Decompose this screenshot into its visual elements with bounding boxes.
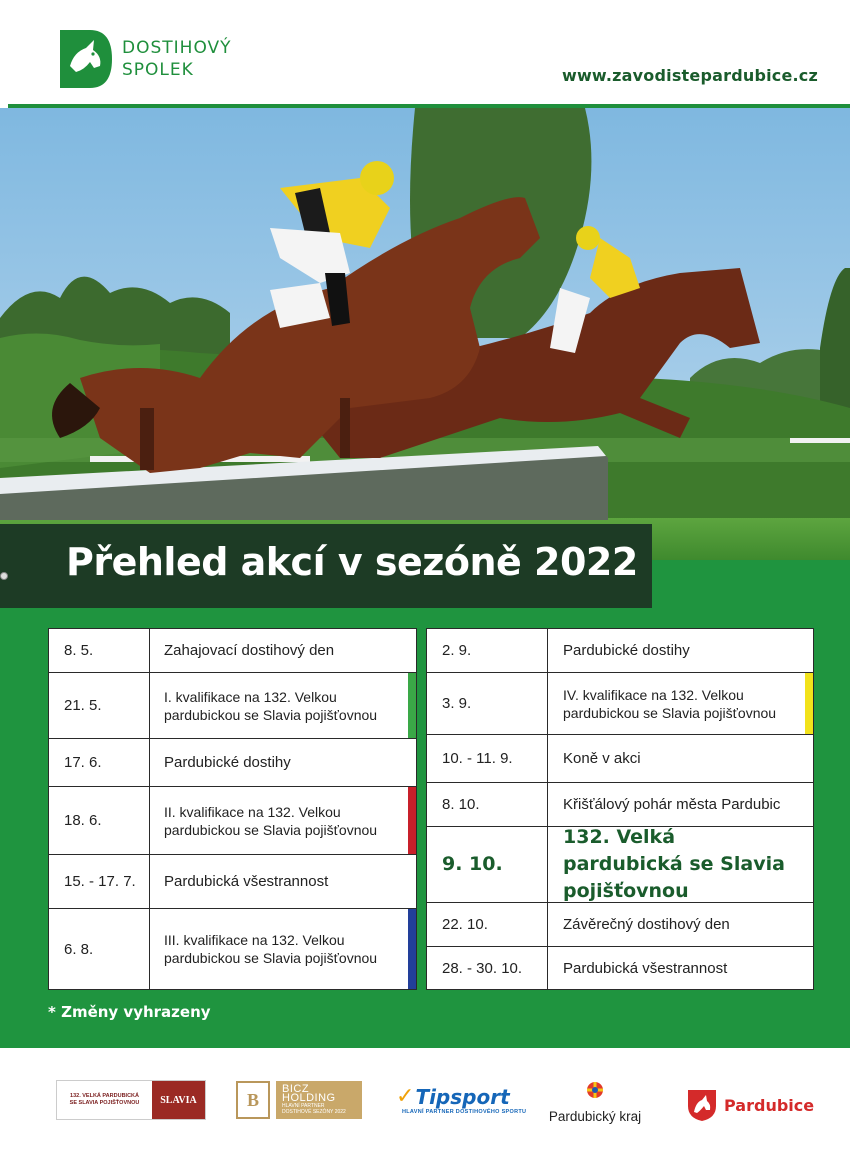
event-date: 10. - 11. 9. [427,735,548,782]
table-row [49,739,416,787]
kraj-emblem-icon [586,1080,604,1100]
event-date: 15. - 17. 7. [49,855,150,908]
table-row [427,673,813,735]
hero-photo [0,108,850,560]
event-name: III. kvalifikace na 132. Velkou pardubickou se Slavia pojišťovnou [164,932,378,966]
event-date: 6. 8. [49,909,150,989]
event-name: Pardubická všestrannost [164,873,329,890]
table-row [49,855,416,909]
bicz-holding-sponsor-logo[interactable] [236,1080,362,1120]
website-link[interactable]: www.zavodistepardubice.cz [561,66,818,85]
schedule-table-left [48,628,417,990]
slavia-logo-line-2: SE SLAVIA POJIŠŤOVNOU [69,1100,140,1106]
qualifier-color-marker [408,673,416,738]
event-name: IV. kvalifikace na 132. Velkou pardubickou se Slavia pojišťovnou [563,686,777,721]
sponsors-bar [0,1048,850,1172]
table-row [427,629,813,673]
table-row [49,673,416,739]
city-name: Pardubice [724,1095,815,1115]
horse-head-logo-icon [60,30,112,88]
table-row [427,735,813,783]
page-header [0,0,850,108]
event-name: Koně v akci [563,750,641,767]
disclaimer-note: * Změny vyhrazeny [48,1003,211,1021]
bicz-tag-2: DOSTIHOVÉ SEZÓNY 2022 [282,1109,346,1115]
tipsport-sponsor-logo[interactable] [396,1084,526,1115]
table-row [49,787,416,855]
event-date: 8. 5. [49,629,150,672]
event-name: I. kvalifikace na 132. Velkou pardubickou se Slavia pojišťovnou [164,688,378,723]
event-name: II. kvalifikace na 132. Velkou pardubickou se Slavia pojišťovnou [164,803,378,838]
event-name: Pardubické dostihy [164,754,291,771]
table-row [427,903,813,947]
event-name: Křišťálový pohár města Pardubic [563,796,781,813]
pardubicky-kraj-logo[interactable] [540,1080,650,1124]
kraj-name: Pardubický kraj [548,1109,642,1124]
table-row [49,629,416,673]
tipsport-tagline: HLAVNÍ PARTNER DOSTIHOVÉHO SPORTU [402,1109,527,1115]
event-date: 2. 9. [427,629,548,672]
event-name: Zahajovací dostihový den [164,642,335,659]
event-date: 22. 10. [427,903,548,946]
logo-line-2: SPOLEK [122,60,194,80]
slavia-brand: SLAVIA [152,1081,205,1119]
tipsport-check-icon: ✓ [396,1084,415,1109]
event-date: 21. 5. [49,673,150,738]
event-name: Závěrečný dostihový den [563,916,730,933]
event-name: Pardubická všestrannost [563,959,728,977]
pardubice-city-logo[interactable] [686,1088,814,1122]
bicz-tag-1: HLAVNÍ PARTNER [282,1103,325,1109]
event-date: 18. 6. [49,787,150,854]
event-date: 8. 10. [427,783,548,826]
event-date: 17. 6. [49,739,150,786]
logo-line-1: DOSTIHOVÝ [122,38,232,58]
slavia-logo-line-1: 132. VELKÁ PARDUBICKÁ [70,1093,139,1099]
dostihovy-spolek-logo[interactable] [60,30,232,88]
event-date: 9. 10. [427,827,548,902]
crop-mark-icon [0,572,8,580]
event-name: Pardubické dostihy [563,642,690,659]
pardubice-horse-shield-icon [686,1088,718,1122]
bicz-name: BICZ HOLDING [282,1083,336,1104]
page-title: Přehled akcí v sezóně 2022 [66,540,638,584]
tipsport-name: Tipsport [415,1084,510,1109]
qualifier-color-marker [408,787,416,854]
slavia-sponsor-logo[interactable] [56,1080,206,1120]
table-row [49,909,416,989]
qualifier-color-marker [408,909,416,989]
table-row-highlight [427,827,813,903]
table-row [427,947,813,989]
schedule-table-right [426,628,814,990]
bicz-monogram-icon: B [236,1081,270,1119]
table-row [427,783,813,827]
event-name: 132. Velká pardubická se Slavia pojišťovnou [563,826,785,902]
event-date: 3. 9. [427,673,548,734]
qualifier-color-marker [805,673,813,734]
event-date: 28. - 30. 10. [427,947,548,989]
